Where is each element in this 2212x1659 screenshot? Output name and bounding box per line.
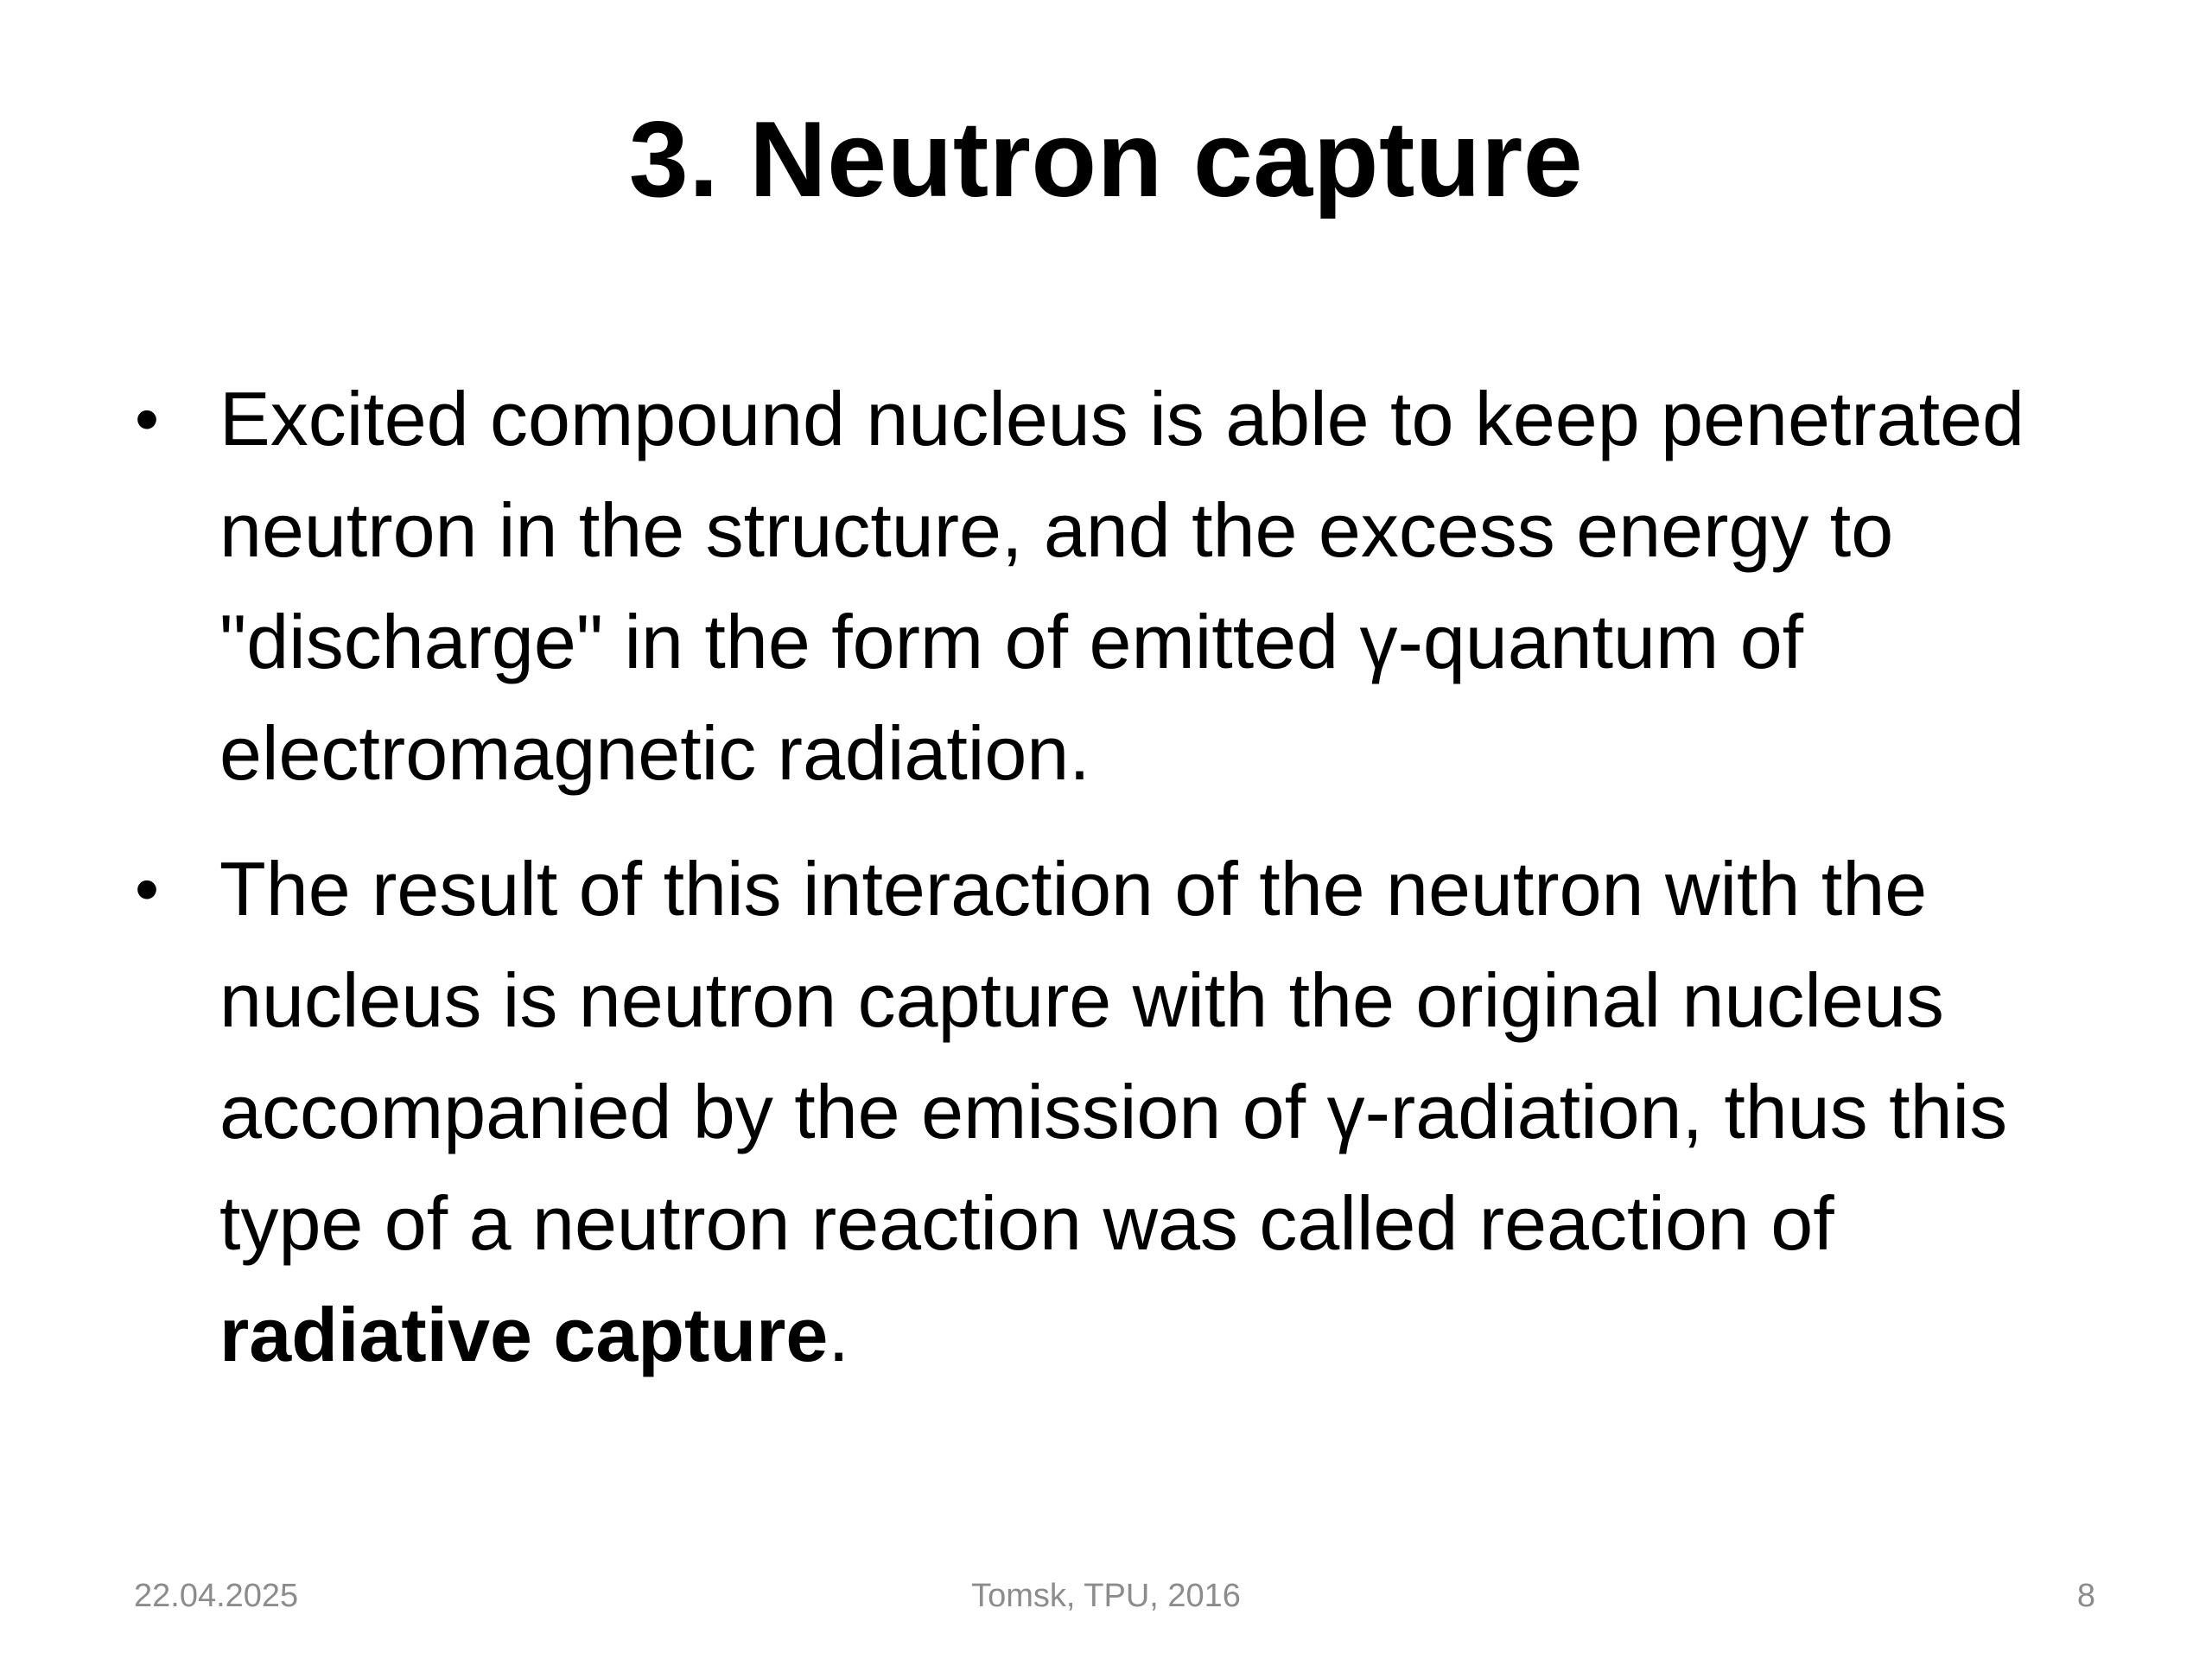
bullet-text: Excited compound nucleus is able to keep penetrated neutron in the structure, and the excess energy to "discharge" in the form of emitted γ-quantum of electromagnetic radiation. bbox=[219, 376, 2024, 796]
bullet-text: The result of this interaction of the neutron with the nucleus is neutron capture with the original nucleus accompanied by the emission of γ-radiation, thus this type of a neutron reaction was called reaction of bbox=[219, 846, 2008, 1266]
bullet-icon: • bbox=[135, 850, 160, 927]
bold-term: radiative capture bbox=[219, 1292, 829, 1377]
footer-center-text: Tomsk, TPU, 2016 bbox=[971, 1578, 1241, 1614]
footer-date: 22.04.2025 bbox=[134, 1578, 299, 1614]
bullet-item-radiative-capture bbox=[130, 833, 2117, 1390]
page-number: 8 bbox=[2076, 1578, 2095, 1614]
bullet-item-excited-nucleus bbox=[130, 363, 2117, 809]
slide-title: 3. Neutron capture bbox=[628, 100, 1584, 219]
bullet-icon: • bbox=[135, 380, 160, 457]
bullet-list bbox=[130, 363, 2117, 1414]
bullet-tail: . bbox=[828, 1292, 849, 1377]
